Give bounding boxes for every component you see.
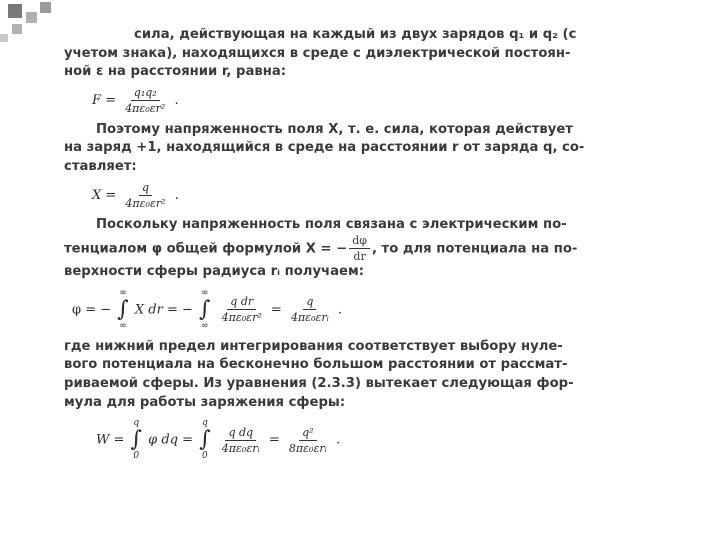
paragraph-3-line-2a: тенциалом φ общей формулой X = − xyxy=(64,241,348,257)
formula-coulomb-force xyxy=(92,86,644,115)
formula-3-den-1: 4πε₀εr² xyxy=(221,311,262,325)
formula-4-integral-2 xyxy=(199,418,210,462)
formula-4-integral-1 xyxy=(131,418,142,462)
paragraph-3-line-2 xyxy=(64,234,644,263)
formula-4-den-1: 4πε₀εrᵢ xyxy=(221,441,260,455)
integral-sign-icon: ∫ xyxy=(199,427,211,453)
integral-sign-icon: ∫ xyxy=(199,296,211,322)
formula-4-fraction-2 xyxy=(286,426,330,455)
formula-2-fraction xyxy=(122,181,168,210)
formula-4-int2-upper: q xyxy=(202,418,208,429)
inline-derivative-num: dφ xyxy=(349,234,370,249)
inline-derivative-den: dr xyxy=(353,250,366,264)
formula-2-numerator: q xyxy=(139,181,152,196)
formula-3-integral-1 xyxy=(117,288,128,332)
integral-sign-icon: ∫ xyxy=(117,296,129,322)
paragraph-1-line-2: учетом знака), находящихся в среде с диэлектрической постоян- xyxy=(64,45,571,61)
formula-3-int1-lower: ∞ xyxy=(119,320,127,331)
formula-4-int1-lower: 0 xyxy=(133,451,140,462)
formula-3-equals: = xyxy=(270,302,282,318)
inline-derivative xyxy=(349,234,370,263)
paragraph-4-line-4: мула для работы заряжения сферы: xyxy=(64,394,346,410)
formula-4-equals: = xyxy=(268,432,280,448)
paragraph-3-line-1: Поскольку напряженность поля связана с электрическим по- xyxy=(96,216,567,232)
formula-3-den-2: 4πε₀εrᵢ xyxy=(290,311,329,325)
formula-3-fraction-2 xyxy=(288,295,332,324)
formula-2-lhs: X = xyxy=(92,187,117,203)
document-body xyxy=(64,26,644,462)
paragraph-1-line-3: ной ε на расстоянии r, равна: xyxy=(64,64,286,80)
formula-3-int2-lower: ∞ xyxy=(201,320,209,331)
formula-3-tail: . xyxy=(338,302,343,318)
formula-charging-work xyxy=(96,418,644,462)
paragraph-4-line-2: вого потенциала на бесконечно большом расстоянии от рассмат- xyxy=(64,357,568,373)
decor-square-3 xyxy=(40,2,51,13)
formula-2-denominator: 4πε₀εr² xyxy=(125,196,166,210)
formula-4-body-1: φ dq = xyxy=(148,432,194,448)
paragraph-2-line-1: Поэтому напряженность поля X, т. е. сила, которая действует xyxy=(96,121,573,137)
formula-1-fraction xyxy=(122,86,168,115)
formula-3-fraction-1 xyxy=(219,295,265,324)
paragraph-2-line-3: ставляет: xyxy=(64,158,137,174)
decor-square-5 xyxy=(0,34,8,42)
formula-1-denominator: 4πε₀εr² xyxy=(125,101,166,115)
formula-3-int1-upper: ∞ xyxy=(119,287,127,298)
formula-1-numerator: q₁q₂ xyxy=(131,86,160,101)
paragraph-3-line-3: верхности сферы радиуса rᵢ получаем: xyxy=(64,264,364,280)
formula-3-num-1: q dr xyxy=(227,295,256,310)
paragraph-4-line-1: где нижний предел интегрирования соответствует выбору нуле- xyxy=(64,338,563,354)
formula-potential xyxy=(72,288,644,332)
formula-2-tail: . xyxy=(174,187,179,203)
formula-4-num-1: q dq xyxy=(225,426,256,441)
formula-3-body-1: X dr = − xyxy=(134,302,193,318)
formula-3-int2-upper: ∞ xyxy=(201,287,209,298)
decor-square-2 xyxy=(26,12,37,23)
formula-4-num-2: q² xyxy=(299,426,316,441)
formula-field-strength xyxy=(92,181,644,210)
formula-3-integral-2 xyxy=(199,288,210,332)
formula-4-tail: . xyxy=(335,432,341,448)
decor-square-4 xyxy=(12,24,22,34)
integral-sign-icon: ∫ xyxy=(130,427,142,453)
formula-4-den-2: 8πε₀εrᵢ xyxy=(288,441,327,455)
formula-3-num-2: q xyxy=(303,295,316,310)
paragraph-4-line-3: риваемой сферы. Из уравнения (2.3.3) вытекает следующая фор- xyxy=(64,375,574,391)
corner-decoration xyxy=(0,0,60,50)
formula-4-int2-lower: 0 xyxy=(202,451,208,462)
formula-1-lhs: F = xyxy=(92,92,117,108)
formula-3-lhs: φ = − xyxy=(72,302,112,318)
formula-4-int1-upper: q xyxy=(133,418,140,429)
formula-1-tail: . xyxy=(174,92,179,108)
formula-4-lhs: W = xyxy=(96,432,125,448)
paragraph-3-line-2b: , то для потенциала на по- xyxy=(371,241,578,257)
paragraph-2-line-2: на заряд +1, находящийся в среде на расстоянии r от заряда q, со- xyxy=(64,140,585,156)
paragraph-1-line-1: сила, действующая на каждый из двух зарядов q₁ и q₂ (с xyxy=(134,27,577,42)
formula-4-fraction-1 xyxy=(219,426,263,455)
decor-square-1 xyxy=(8,4,22,18)
